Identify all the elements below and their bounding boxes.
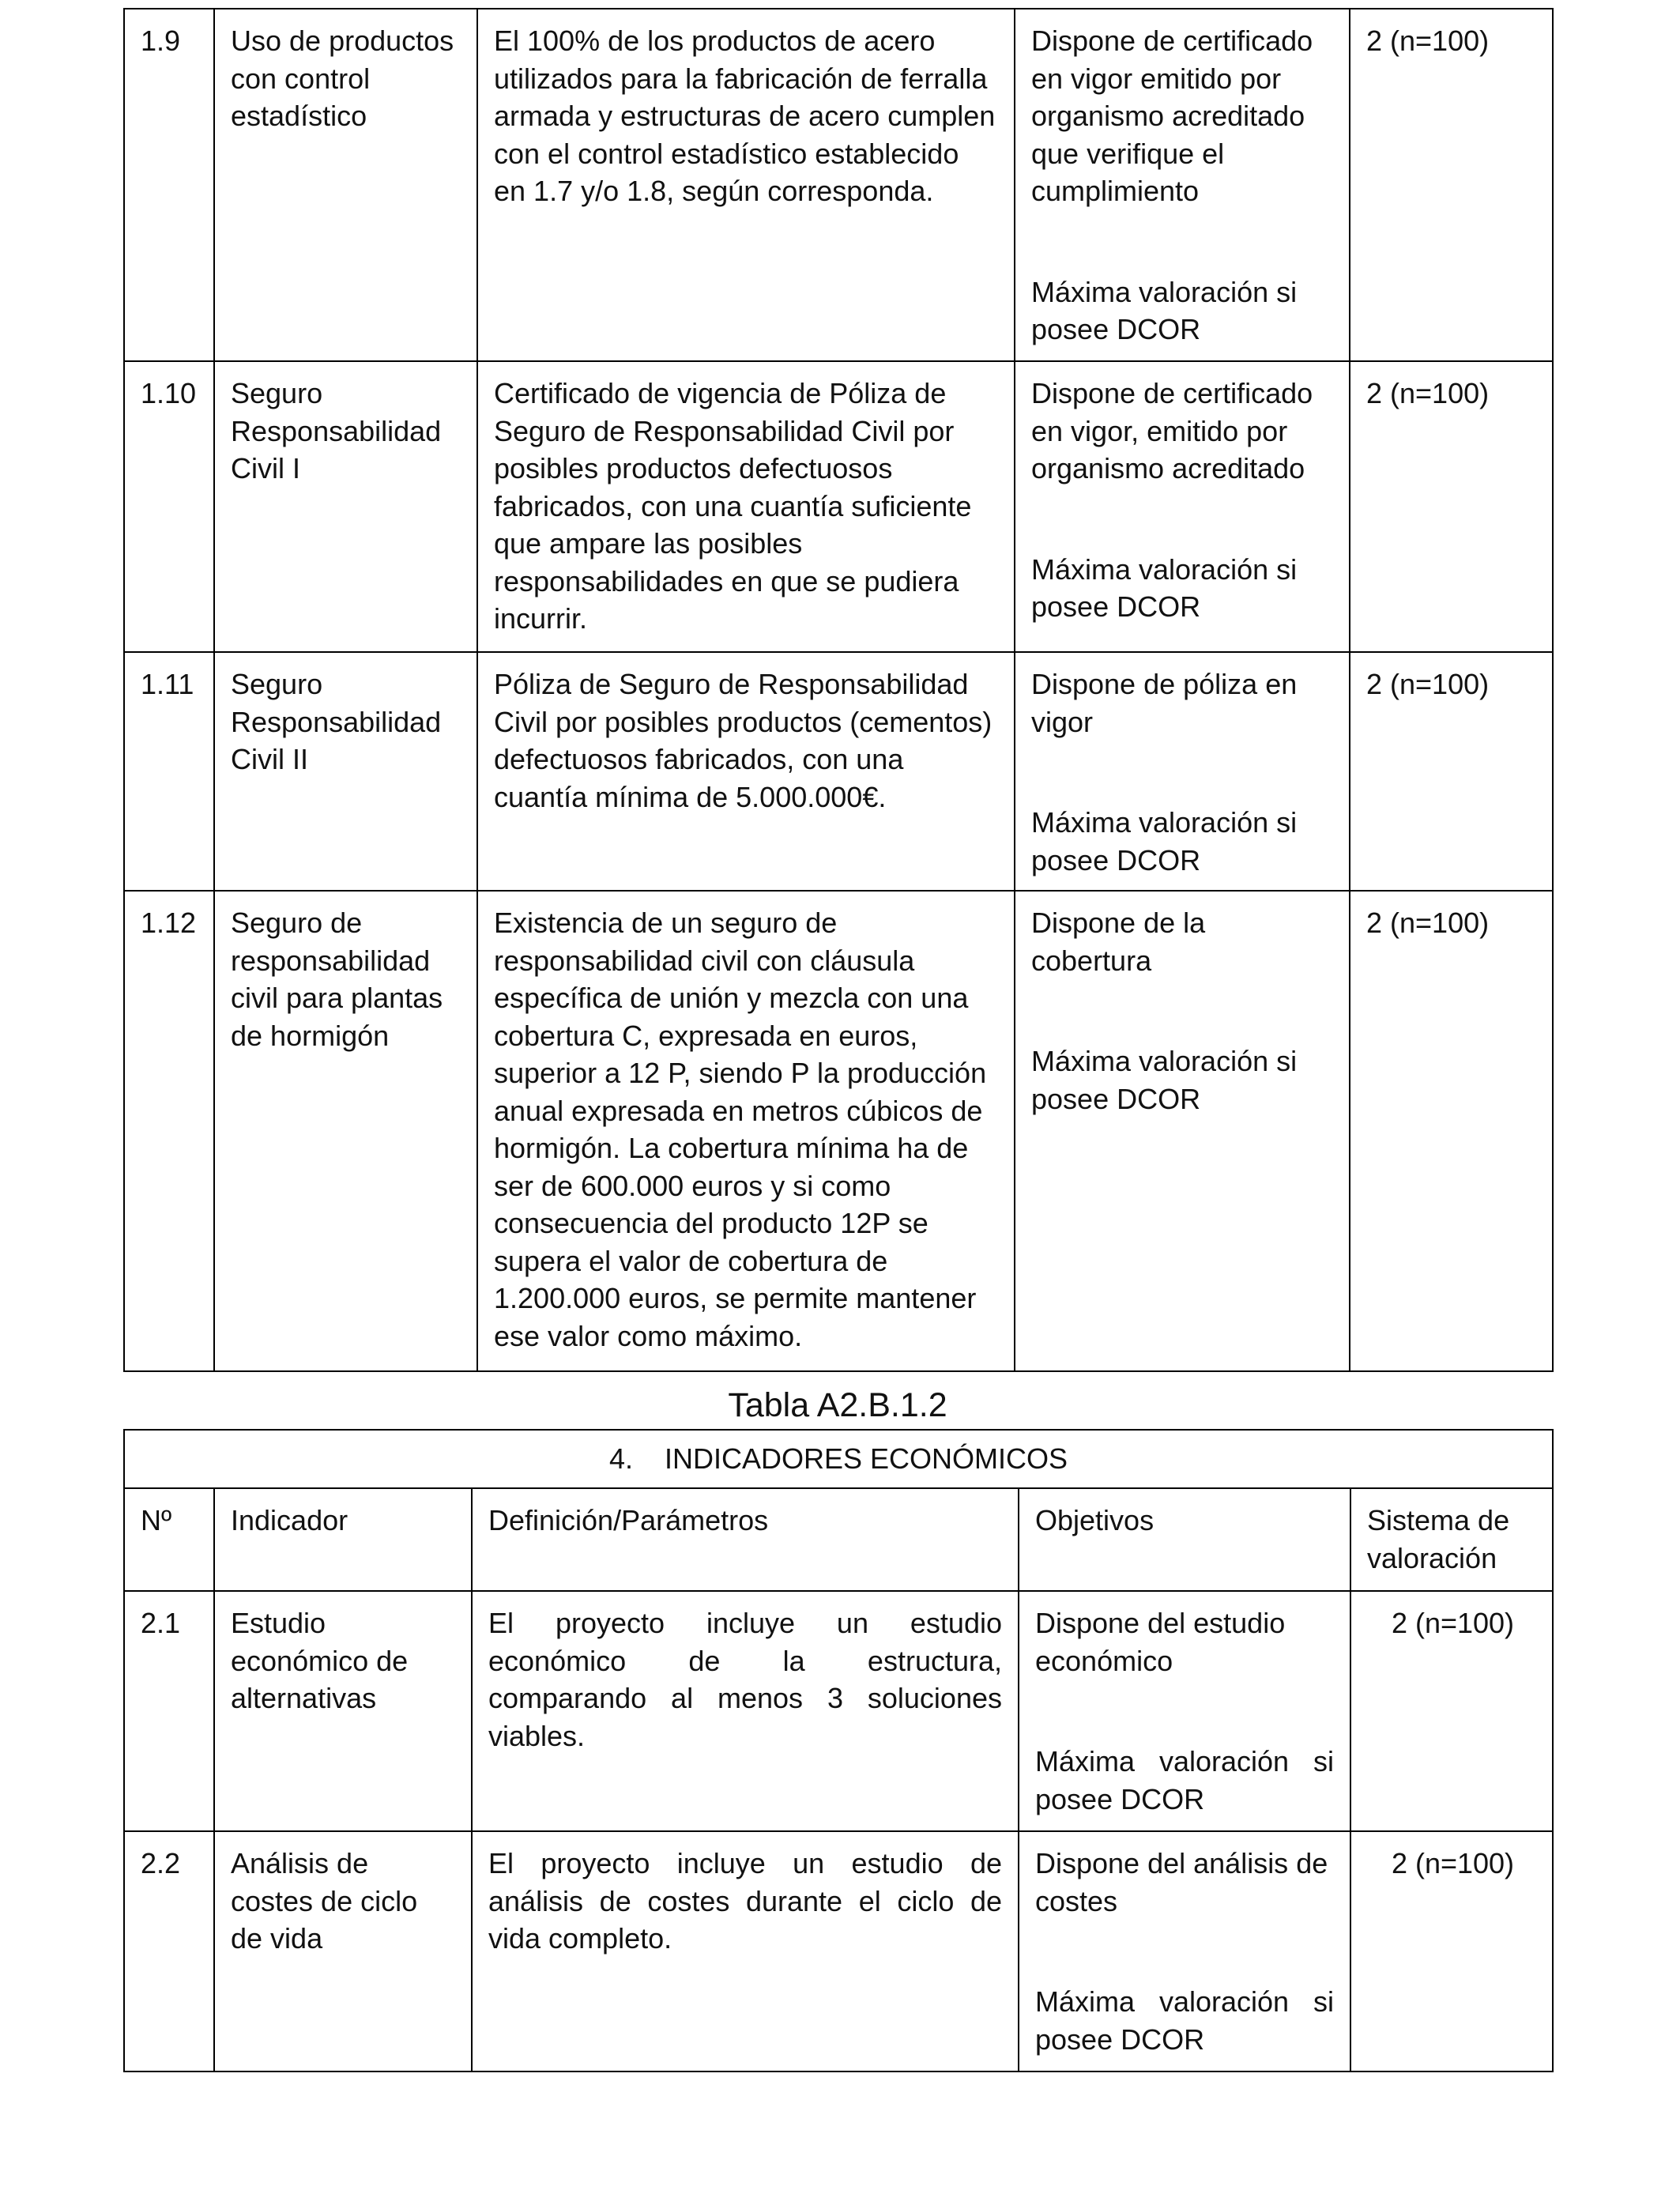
row-definition: Existencia de un seguro de responsabilidad civil con cláusula específica de unión y mezcla con una cobertura C, expresada en euros, superior a 12 P, siendo P la producción anual expresada en metros cúbicos de hormigón. La cobertura mínima ha de ser de 600.000 euros y si como consecuencia del producto 12P se supera el valor de cobertura de 1.200.000 euros, se permite mantener ese valor como máximo. [477, 891, 1015, 1371]
objective-note: Máxima valoración si posee DCOR [1031, 275, 1298, 345]
row-valuation: 2 (n=100) [1350, 9, 1553, 361]
header-definition: Definición/Parámetros [472, 1488, 1019, 1591]
header-row [124, 1488, 1553, 1591]
objective-text: Dispone de la cobertura [1031, 907, 1206, 977]
objective-text: Dispone de póliza en vigor [1031, 668, 1298, 738]
economic-indicators-table [123, 1429, 1554, 2072]
objective-note: Máxima valoración si posee DCOR [1035, 1745, 1334, 1815]
table-row [124, 891, 1553, 1371]
row-objective [1015, 361, 1350, 652]
row-valuation: 2 (n=100) [1350, 1591, 1553, 1831]
table-caption: Tabla A2.B.1.2 [728, 1386, 947, 1424]
table-row [124, 9, 1553, 361]
row-indicator: Estudio económico de alternativas [214, 1591, 472, 1831]
row-definition: El proyecto incluye un estudio de análisis de costes durante el ciclo de vida completo. [472, 1831, 1019, 2071]
section-title: 4. INDICADORES ECONÓMICOS [124, 1430, 1553, 1488]
objective-note: Máxima valoración si posee DCOR [1035, 1985, 1334, 2056]
objective-note: Máxima valoración si posee DCOR [1031, 1045, 1298, 1115]
row-valuation: 2 (n=100) [1350, 1831, 1553, 2071]
objective-note: Máxima valoración si posee DCOR [1031, 806, 1298, 876]
indicators-table-continued [123, 8, 1554, 1372]
header-valuation: Sistema de valoración [1350, 1488, 1553, 1591]
table-row [124, 1831, 1553, 2071]
header-number: Nº [124, 1488, 214, 1591]
row-objective [1015, 652, 1350, 891]
section-title-row [124, 1430, 1553, 1488]
row-definition: Póliza de Seguro de Responsabilidad Civil por posibles productos (cementos) defectuosos fabricados, con una cuantía mínima de 5.000.000€. [477, 652, 1015, 891]
row-objective [1019, 1591, 1350, 1831]
row-valuation: 2 (n=100) [1350, 891, 1553, 1371]
row-indicator: Uso de productos con control estadístico [214, 9, 477, 361]
row-indicator: Seguro de responsabilidad civil para plantas de hormigón [214, 891, 477, 1371]
row-valuation: 2 (n=100) [1350, 652, 1553, 891]
row-number: 1.12 [124, 891, 214, 1371]
objective-note: Máxima valoración si posee DCOR [1031, 552, 1298, 623]
table-row [124, 361, 1553, 652]
row-indicator: Análisis de costes de ciclo de vida [214, 1831, 472, 2071]
row-indicator: Seguro Responsabilidad Civil II [214, 652, 477, 891]
row-indicator: Seguro Responsabilidad Civil I [214, 361, 477, 652]
row-number: 1.11 [124, 652, 214, 891]
table-row [124, 1591, 1553, 1831]
header-objective: Objetivos [1019, 1488, 1350, 1591]
row-definition: El 100% de los productos de acero utilizados para la fabricación de ferralla armada y estructuras de acero cumplen con el control estadístico establecido en 1.7 y/o 1.8, según corresponda. [477, 9, 1015, 361]
row-objective [1015, 891, 1350, 1371]
objective-text: Dispone del análisis de costes [1035, 1847, 1328, 1917]
row-objective [1019, 1831, 1350, 2071]
row-number: 1.9 [124, 9, 214, 361]
row-valuation: 2 (n=100) [1350, 361, 1553, 652]
row-definition: Certificado de vigencia de Póliza de Seguro de Responsabilidad Civil por posibles productos defectuosos fabricados, con una cuantía suficiente que ampare las posibles responsabilidades en que se pudiera incurrir. [477, 361, 1015, 652]
table-row [124, 652, 1553, 891]
objective-text: Dispone de certificado en vigor emitido por organismo acreditado que verifique el cumplimiento [1031, 25, 1313, 207]
row-number: 1.10 [124, 361, 214, 652]
row-objective [1015, 9, 1350, 361]
header-indicator: Indicador [214, 1488, 472, 1591]
objective-text: Dispone del estudio económico [1035, 1607, 1286, 1677]
objective-text: Dispone de certificado en vigor, emitido por organismo acreditado [1031, 377, 1313, 484]
row-number: 2.1 [124, 1591, 214, 1831]
row-number: 2.2 [124, 1831, 214, 2071]
row-definition: El proyecto incluye un estudio económico de la estructura, comparando al menos 3 soluciones viables. [472, 1591, 1019, 1831]
